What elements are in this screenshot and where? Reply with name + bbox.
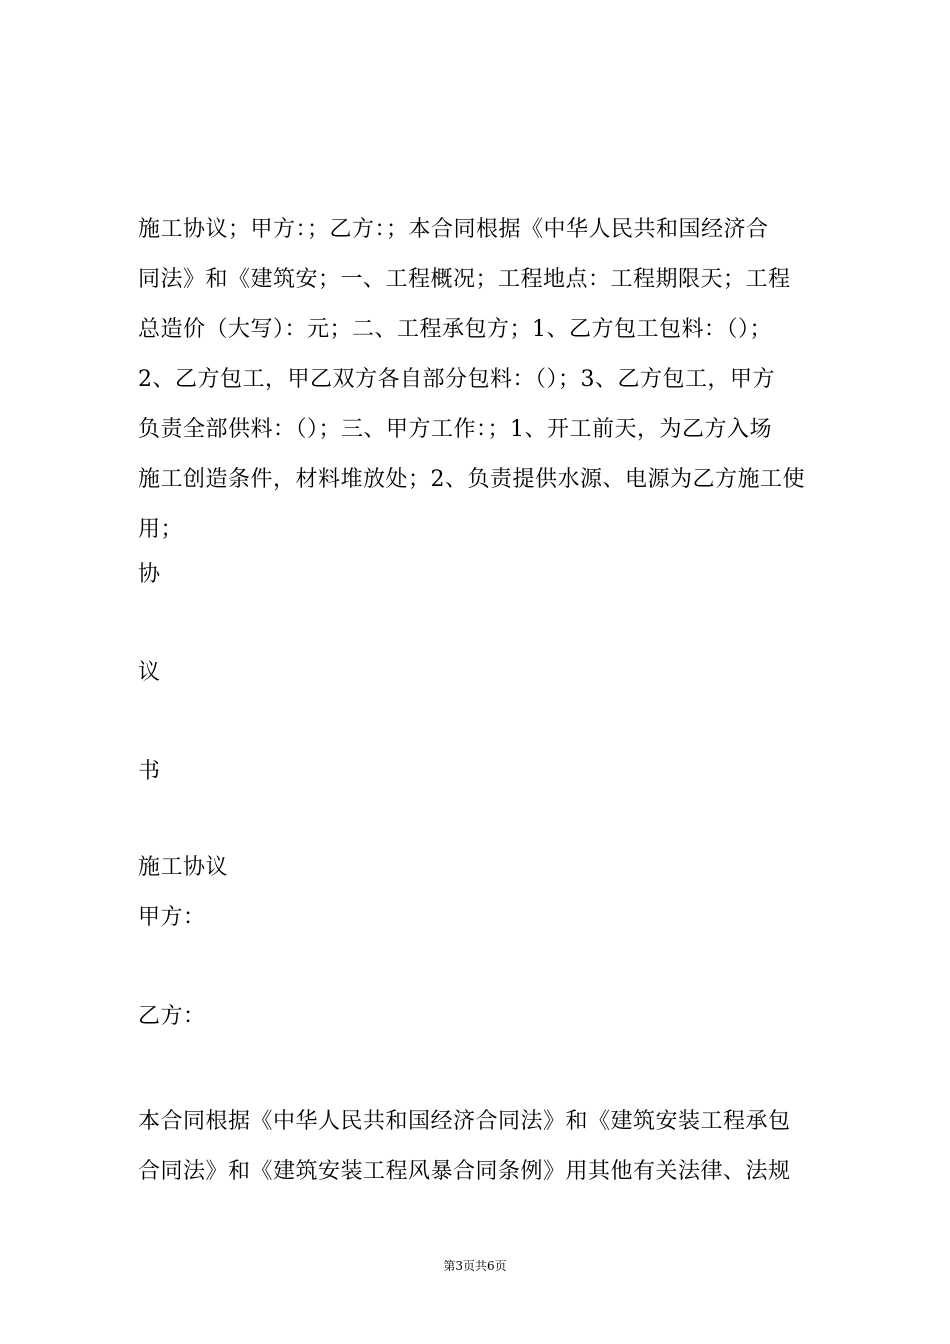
summary-paragraph	[138, 205, 828, 555]
party-b-label: 乙方：	[138, 1004, 206, 1029]
summary-line: 2、乙方包工，甲乙双方各自部分包料：（）；3、乙方包工，甲方	[138, 367, 775, 392]
cover-title-char-3: 书	[138, 759, 161, 784]
summary-line: 同法》和《建筑安；一、工程概况；工程地点：工程期限天；工程	[138, 267, 791, 292]
summary-line: 用；	[138, 517, 184, 542]
contract-title: 施工协议	[138, 855, 229, 880]
body-line: 本合同根据《中华人民共和国经济合同法》和《建筑安装工程承包	[138, 1109, 791, 1134]
contract-body-paragraph	[138, 1097, 791, 1197]
summary-line: 施工创造条件，材料堆放处；2、负责提供水源、电源为乙方施工使	[138, 467, 805, 492]
summary-line: 负责全部供料：（）；三、甲方工作：；1、开工前天，为乙方入场	[138, 417, 772, 442]
party-a-label: 甲方：	[138, 905, 206, 930]
page-number-footer: 第3页共6页	[443, 1259, 507, 1273]
cover-title-char-2: 议	[138, 660, 161, 685]
body-line: 合同法》和《建筑安装工程风暴合同条例》用其他有关法律、法规	[138, 1159, 791, 1184]
cover-title-char-1: 协	[138, 562, 161, 587]
summary-line: 总造价（大写）：元；二、工程承包方；1、乙方包工包料：（）；	[138, 317, 772, 342]
summary-line: 施工协议；甲方：；乙方：；本合同根据《中华人民共和国经济合	[138, 217, 769, 242]
